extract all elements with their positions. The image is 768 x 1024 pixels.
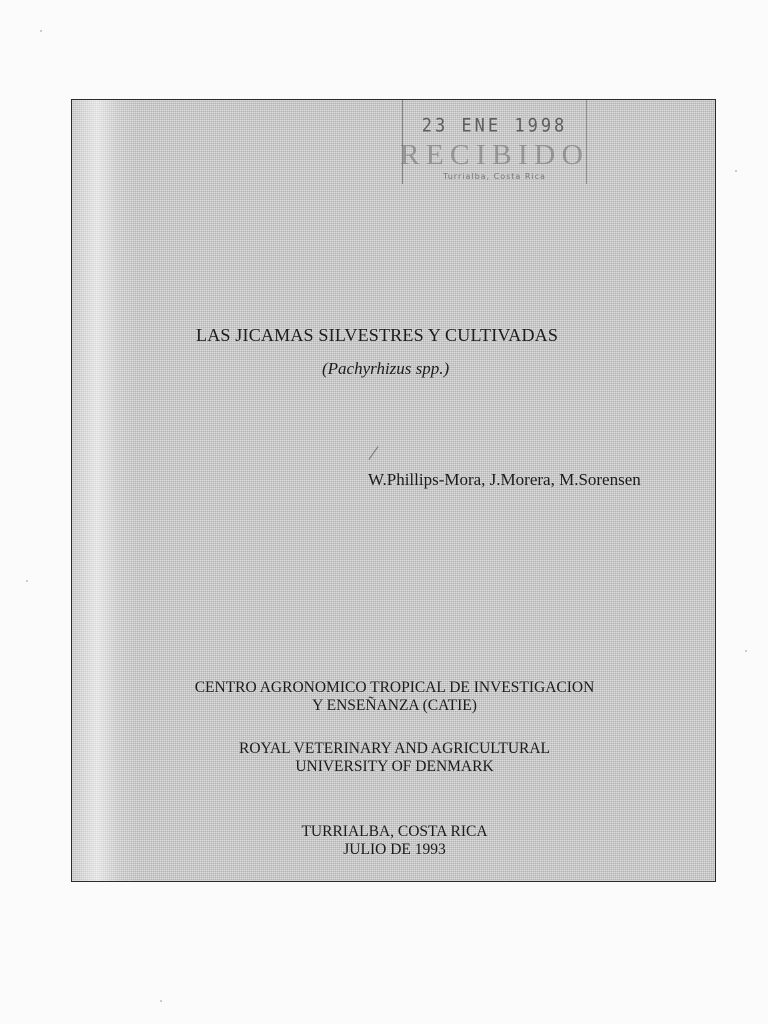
date-line: JULIO DE 1993 <box>343 841 446 858</box>
stamp-location: Turrialba, Costa Rica <box>443 172 546 181</box>
scan-speck <box>26 580 28 582</box>
document-title: LAS JICAMAS SILVESTRES Y CULTIVADAS <box>196 325 559 345</box>
cover-panel <box>71 99 716 882</box>
document-subtitle: (Pachyrhizus spp.) <box>322 359 450 378</box>
pen-mark <box>369 446 379 460</box>
stamp-date: 23 ENE 1998 <box>421 115 568 137</box>
institution-line: ROYAL VETERINARY AND AGRICULTURAL <box>238 740 551 757</box>
scan-speck <box>735 170 737 172</box>
institution-catie <box>72 679 716 715</box>
stamp-word: RECIBIDO <box>399 140 590 171</box>
scan-speck <box>745 650 747 652</box>
institution-line: UNIVERSITY OF DENMARK <box>295 758 494 775</box>
place-date <box>72 823 716 859</box>
place-line: TURRIALBA, COSTA RICA <box>301 823 488 840</box>
scan-speck <box>160 1000 162 1002</box>
institution-denmark <box>72 740 716 776</box>
scan-speck <box>40 30 42 32</box>
authors: W.Phillips-Mora, J.Morera, M.Sorensen <box>368 470 641 489</box>
received-stamp <box>399 100 590 184</box>
institution-line: CENTRO AGRONOMICO TROPICAL DE INVESTIGACION <box>194 679 595 696</box>
institution-line: Y ENSEÑANZA (CATIE) <box>312 697 477 714</box>
